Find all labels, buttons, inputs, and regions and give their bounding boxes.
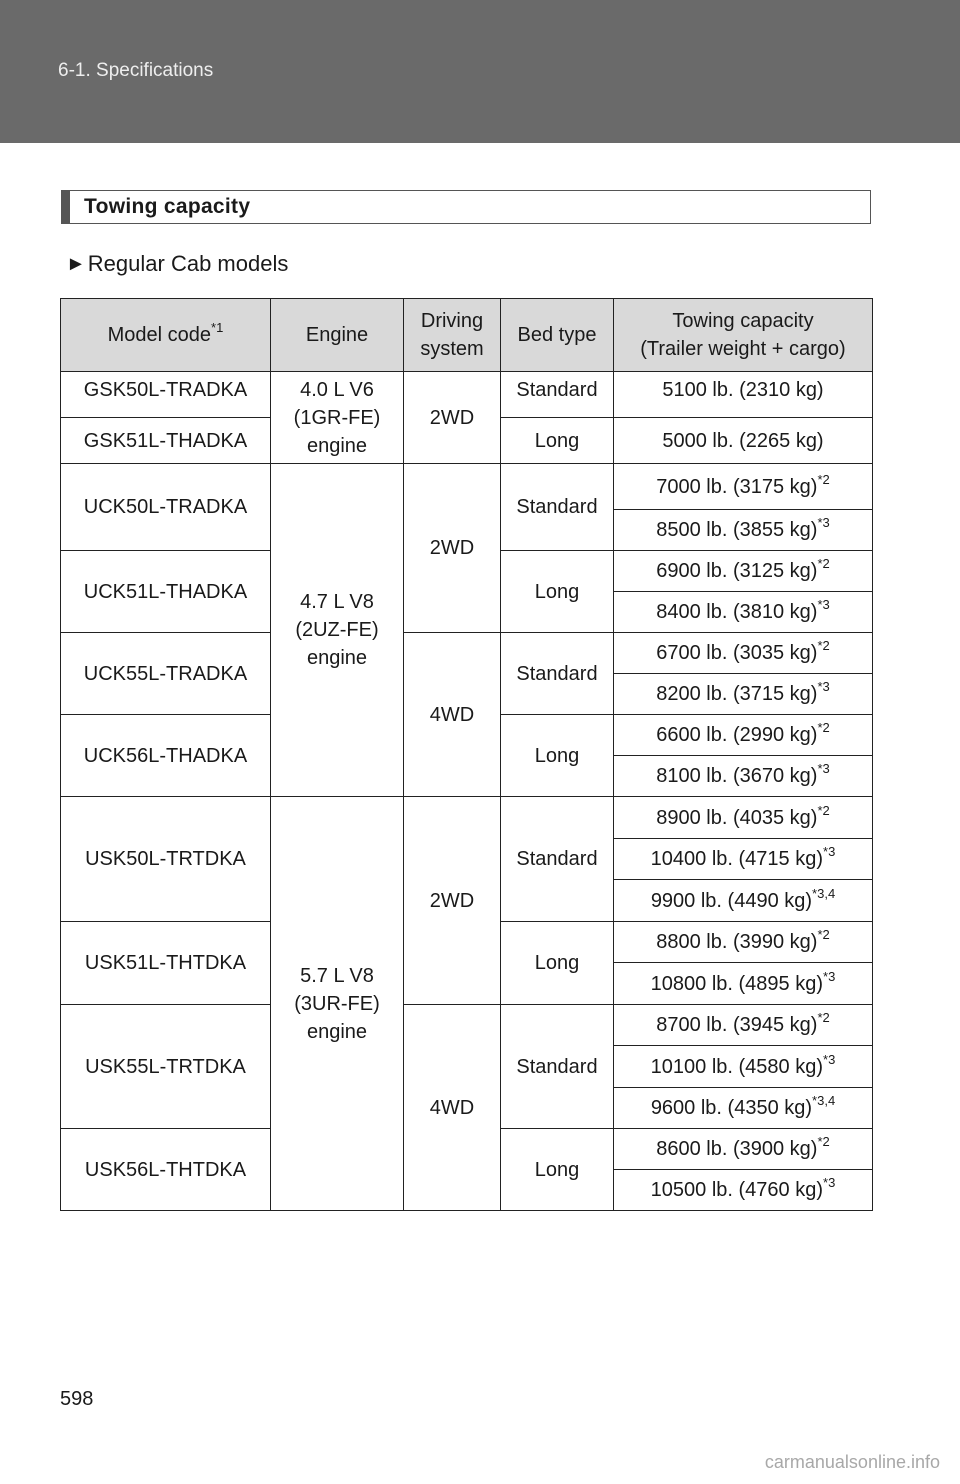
subheading — [66, 251, 288, 277]
table-row — [61, 464, 873, 510]
capacity-cell: 5100 lb. (2310 kg) — [614, 372, 873, 418]
capacity-cell: 8800 lb. (3990 kg)$^{*2}$ — [614, 922, 873, 963]
model-code-cell: USK55L-TRTDKA — [61, 1005, 271, 1129]
model-code-cell: UCK51L-THADKA — [61, 551, 271, 633]
title-accent-bar — [62, 191, 70, 223]
towing-capacity-table — [60, 298, 873, 1211]
header-bed-type: Bed type — [501, 299, 614, 372]
driving-system-cell: 2WD — [404, 797, 501, 1005]
capacity-cell: 9600 lb. (4350 kg)$^{*3,4}$ — [614, 1088, 873, 1129]
capacity-cell: 9900 lb. (4490 kg)$^{*3,4}$ — [614, 880, 873, 922]
subheading-text: Regular Cab models — [87, 251, 289, 276]
table-header-row — [61, 299, 873, 372]
model-code-cell: UCK50L-TRADKA — [61, 464, 271, 551]
triangle-bullet-icon: ► — [66, 252, 86, 275]
capacity-cell: 6700 lb. (3035 kg)$^{*2}$ — [614, 633, 873, 674]
capacity-cell: 8900 lb. (4035 kg)$^{*2}$ — [614, 797, 873, 839]
capacity-cell: 10100 lb. (4580 kg)$^{*3}$ — [614, 1046, 873, 1088]
bed-type-cell: Standard — [501, 633, 614, 715]
header-towing-capacity: Towing capacity (Trailer weight + cargo) — [614, 299, 873, 372]
bed-type-cell: Long — [501, 551, 614, 633]
page-header — [0, 0, 960, 143]
table-row — [61, 1005, 873, 1046]
watermark: carmanualsonline.info — [764, 1452, 940, 1472]
capacity-cell: 8100 lb. (3670 kg)$^{*3}$ — [614, 756, 873, 797]
model-code-cell: GSK51L-THADKA — [61, 418, 271, 464]
footnote-marker: *1 — [211, 320, 224, 335]
table-row — [61, 372, 873, 418]
bed-type-cell: Long — [501, 922, 614, 1005]
capacity-cell: 8700 lb. (3945 kg)$^{*2}$ — [614, 1005, 873, 1046]
capacity-cell: 10400 lb. (4715 kg)$^{*3}$ — [614, 839, 873, 880]
bed-type-cell: Standard — [501, 464, 614, 551]
bed-type-cell: Standard — [501, 372, 614, 418]
section-title: Towing capacity — [84, 195, 251, 218]
capacity-cell: 8400 lb. (3810 kg)$^{*3}$ — [614, 592, 873, 633]
model-code-cell: USK56L-THTDKA — [61, 1129, 271, 1211]
table-row — [61, 797, 873, 839]
capacity-cell: 6900 lb. (3125 kg)$^{*2}$ — [614, 551, 873, 592]
engine-cell: 5.7 L V8 (3UR-FE) engine — [271, 797, 404, 1211]
section-label: 6-1. Specifications — [58, 60, 214, 81]
capacity-cell: 6600 lb. (2990 kg)$^{*2}$ — [614, 715, 873, 756]
section-title-box — [61, 190, 871, 224]
driving-system-cell: 2WD — [404, 372, 501, 464]
capacity-cell: 8500 lb. (3855 kg)$^{*3}$ — [614, 510, 873, 551]
model-code-cell: GSK50L-TRADKA — [61, 372, 271, 418]
model-code-cell: UCK55L-TRADKA — [61, 633, 271, 715]
page-number: 598 — [60, 1388, 94, 1410]
capacity-cell: 8200 lb. (3715 kg)$^{*3}$ — [614, 674, 873, 715]
driving-system-cell: 4WD — [404, 1005, 501, 1211]
model-code-cell: USK50L-TRTDKA — [61, 797, 271, 922]
header-model-code: Model code$^{*1}$ — [61, 299, 271, 372]
bed-type-cell: Standard — [501, 797, 614, 922]
model-code-cell: USK51L-THTDKA — [61, 922, 271, 1005]
capacity-cell: 10800 lb. (4895 kg)$^{*3}$ — [614, 963, 873, 1005]
engine-cell: 4.7 L V8 (2UZ-FE) engine — [271, 464, 404, 797]
engine-cell: 4.0 L V6 (1GR-FE) engine — [271, 372, 404, 464]
bed-type-cell: Long — [501, 418, 614, 464]
header-driving-system: Driving system — [404, 299, 501, 372]
driving-system-cell: 4WD — [404, 633, 501, 797]
bed-type-cell: Long — [501, 1129, 614, 1211]
capacity-cell: 5000 lb. (2265 kg) — [614, 418, 873, 464]
capacity-cell: 10500 lb. (4760 kg)$^{*3}$ — [614, 1170, 873, 1211]
model-code-cell: UCK56L-THADKA — [61, 715, 271, 797]
driving-system-cell: 2WD — [404, 464, 501, 633]
capacity-cell: 7000 lb. (3175 kg)$^{*2}$ — [614, 464, 873, 510]
bed-type-cell: Long — [501, 715, 614, 797]
header-engine: Engine — [271, 299, 404, 372]
table-row — [61, 633, 873, 674]
capacity-cell: 8600 lb. (3900 kg)$^{*2}$ — [614, 1129, 873, 1170]
bed-type-cell: Standard — [501, 1005, 614, 1129]
